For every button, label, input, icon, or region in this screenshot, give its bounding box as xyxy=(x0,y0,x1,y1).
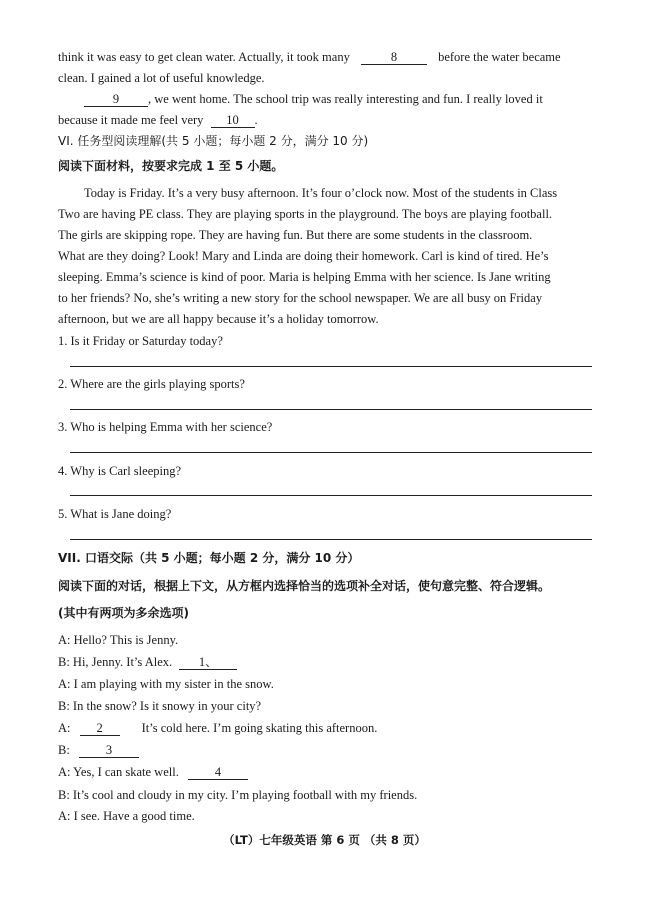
passage-line: The girls are skipping rope. They are having fun. But there are some students in the classroom. xyxy=(58,228,533,242)
text: , we went home. The school trip was really interesting and fun. I really loved it xyxy=(148,92,543,106)
blank-4: 4 xyxy=(188,766,248,780)
text: B: xyxy=(58,743,70,757)
text-line xyxy=(58,112,258,128)
passage-line: to her friends? No, she’s writing a new story for the school newspaper. We are all busy on Friday xyxy=(58,291,543,305)
question-3: 3. Who is helping Emma with her science? xyxy=(58,420,273,434)
question-2: 2. Where are the girls playing sports? xyxy=(58,377,245,391)
text: think it was easy to get clean water. Actually, it took many xyxy=(58,50,350,64)
dialogue-line: A: Hello? This is Jenny. xyxy=(58,633,179,647)
dialogue-line xyxy=(58,720,377,736)
answer-line-5[interactable] xyxy=(70,539,592,540)
dialogue-line: A: I see. Have a good time. xyxy=(58,809,195,823)
dialogue-line xyxy=(58,654,237,670)
blank-3: 3 xyxy=(79,744,139,758)
section-7-title: VII. 口语交际（共 5 小题；每小题 2 分，满分 10 分） xyxy=(58,551,360,565)
passage-line: What are they doing? Look! Mary and Linda are doing their homework. Carl is kind of tired. He’s xyxy=(58,249,549,263)
text: B: Hi, Jenny. It’s Alex. xyxy=(58,655,173,669)
passage-line: Two are having PE class. They are playing sports in the playground. The boys are playing football. xyxy=(58,207,553,221)
text-line xyxy=(84,91,543,107)
section-6-title: VI. 任务型阅读理解(共 5 小题；每小题 2 分，满分 10 分) xyxy=(58,134,369,148)
text-line xyxy=(58,49,561,65)
blank-8: 8 xyxy=(361,51,427,65)
text: before the water became xyxy=(438,50,561,64)
dialogue-line xyxy=(58,764,248,780)
section-7-instruction: 阅读下面的对话，根据上下文，从方框内选择恰当的选项补全对话，使句意完整、符合逻辑。 xyxy=(58,579,551,593)
passage-line: sleeping. Emma’s science is kind of poor. Maria is helping Emma with her science. Is Jane writing xyxy=(58,270,551,284)
section-7-note: (其中有两项为多余选项) xyxy=(58,606,189,620)
answer-line-3[interactable] xyxy=(70,452,592,453)
page-footer: （LT）七年级英语 第 6 页 （共 8 页） xyxy=(223,833,426,847)
section-6-instruction: 阅读下面材料，按要求完成 1 至 5 小题。 xyxy=(58,159,284,173)
dialogue-line: B: In the snow? Is it snowy in your city? xyxy=(58,699,262,713)
question-5: 5. What is Jane doing? xyxy=(58,507,172,521)
dialogue-line xyxy=(58,742,139,758)
text: It’s cold here. I’m going skating this afternoon. xyxy=(141,721,378,735)
passage-line: afternoon, but we are all happy because it’s a holiday tomorrow. xyxy=(58,312,379,326)
text: A: xyxy=(58,721,71,735)
text: A: Yes, I can skate well. xyxy=(58,765,179,779)
blank-2: 2 xyxy=(80,722,120,736)
blank-9: 9 xyxy=(84,93,148,107)
blank-10: 10 xyxy=(211,114,255,128)
answer-line-4[interactable] xyxy=(70,495,592,496)
text-line: clean. I gained a lot of useful knowledge. xyxy=(58,71,265,85)
dialogue-line: B: It’s cool and cloudy in my city. I’m playing football with my friends. xyxy=(58,788,418,802)
text: . xyxy=(254,113,258,127)
passage-line: Today is Friday. It’s a very busy afternoon. It’s four o’clock now. Most of the students in Class xyxy=(84,186,558,200)
text: because it made me feel very xyxy=(58,113,204,127)
question-1: 1. Is it Friday or Saturday today? xyxy=(58,334,223,348)
answer-line-1[interactable] xyxy=(70,366,592,367)
answer-line-2[interactable] xyxy=(70,409,592,410)
question-4: 4. Why is Carl sleeping? xyxy=(58,464,182,478)
dialogue-line: A: I am playing with my sister in the snow. xyxy=(58,677,274,691)
blank-1: 1、 xyxy=(179,656,237,670)
